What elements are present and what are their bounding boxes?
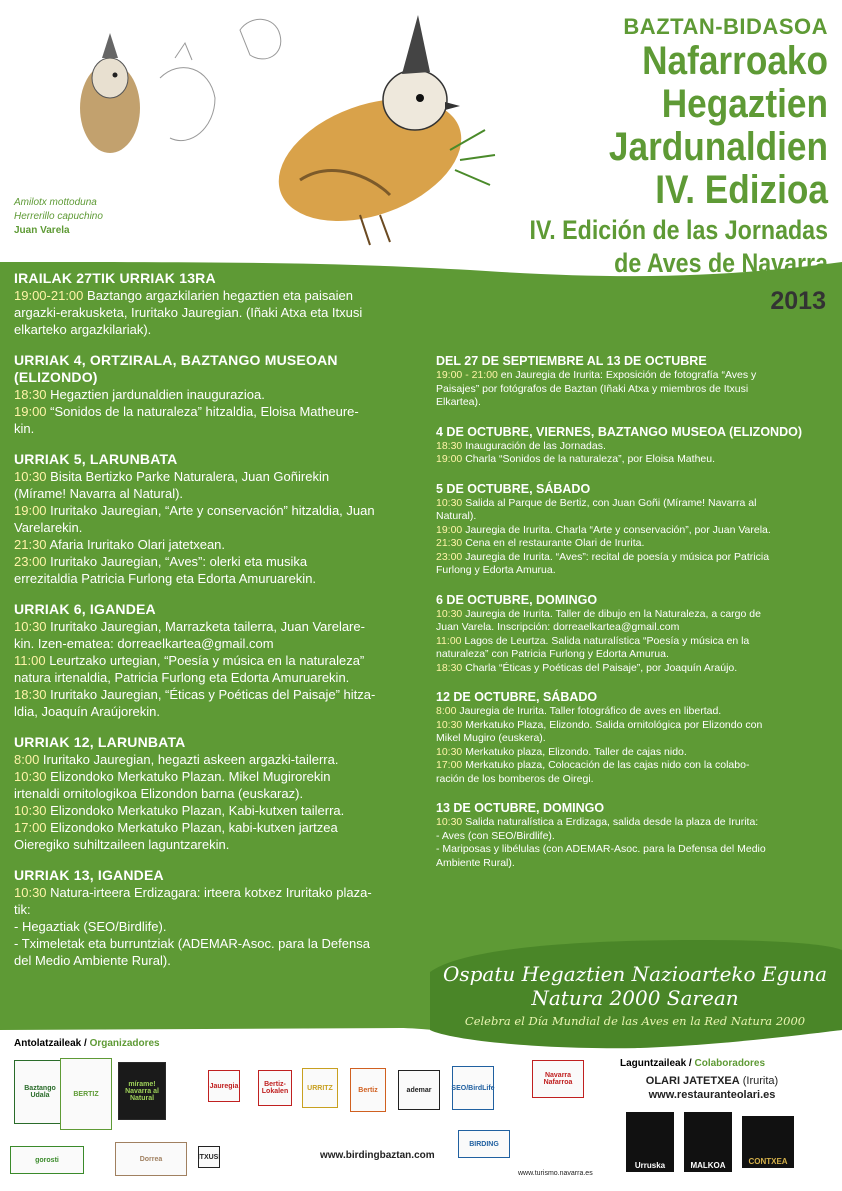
schedule-line bbox=[436, 648, 828, 662]
schedule-text: Elizondoko Merkatuko Plazan, kabi-kutxen jartzea bbox=[46, 820, 338, 835]
es-section bbox=[436, 424, 828, 467]
schedule-line bbox=[14, 304, 409, 321]
schedule-line bbox=[14, 918, 409, 935]
schedule-text: Iruritako Jauregian, “Aves”: olerki eta musika bbox=[46, 554, 308, 569]
organizer-logo: BIRDING bbox=[458, 1130, 510, 1158]
organizer-logo: URRITZ bbox=[302, 1068, 338, 1108]
schedule-line bbox=[436, 440, 828, 454]
schedule-text: Iruritako Jauregian, Marrazketa tailerra, Juan Varelare- bbox=[46, 619, 365, 634]
es-section-title: 5 DE OCTUBRE, SÁBADO bbox=[436, 481, 591, 496]
schedule-text: Bisita Bertizko Parke Naturalera, Juan Goñirekin bbox=[46, 469, 330, 484]
schedule-text: - Tximeletak eta burruntziak (ADEMAR-Asoc. para la Defensa bbox=[14, 936, 370, 951]
schedule-text: - Mariposas y libélulas (con ADEMAR-Asoc. para la Defensa del Medio bbox=[436, 843, 766, 855]
schedule-line bbox=[14, 901, 409, 918]
schedule-line bbox=[14, 468, 409, 485]
organizers-label bbox=[14, 1038, 160, 1049]
schedule-text: Iruritako Jauregian, hegazti askeen argazki-tailerra. bbox=[39, 752, 339, 767]
schedule-text: Elizondoko Merkatuko Plazan, Kabi-kutxen tailerra. bbox=[46, 803, 345, 818]
motto-eu-line-2: Natura 2000 Sarean bbox=[531, 986, 739, 1010]
collaborator-logo: Urruska bbox=[626, 1112, 674, 1172]
schedule-text: kin. Izen-ematea: dorreaelkartea@gmail.com bbox=[14, 636, 274, 651]
schedule-text: Jauregia de Irurita. Taller de dibujo en la Naturaleza, a cargo de bbox=[462, 607, 761, 620]
schedule-text: Merkatuko Plaza, Elizondo. Salida ornitológica por Elizondo con bbox=[462, 718, 763, 731]
schedule-text: Cena en el restaurante Olari de Irurita. bbox=[462, 537, 645, 549]
eu-section bbox=[14, 270, 409, 338]
schedule-line bbox=[436, 719, 828, 733]
schedule-line bbox=[436, 830, 828, 844]
schedule-line bbox=[436, 773, 828, 787]
olari-place: (Irurita) bbox=[739, 1075, 779, 1087]
es-section-title: 13 DE OCTUBRE, DOMINGO bbox=[436, 801, 605, 815]
schedule-text: Oieregiko suhiltzaileen laguntzarekin. bbox=[14, 837, 230, 852]
schedule-time: 10:30 bbox=[14, 769, 47, 784]
eu-section bbox=[14, 451, 409, 587]
schedule-time: 18:30 bbox=[436, 439, 463, 452]
schedule-time: 19:00 bbox=[14, 404, 47, 419]
schedule-text: - Aves (con SEO/Birdlife). bbox=[436, 829, 555, 842]
organizer-logo: Navarra Nafarroa bbox=[532, 1060, 584, 1098]
schedule-time: 19:00-21:00 bbox=[14, 288, 84, 303]
title-line-2: Hegaztien bbox=[661, 82, 828, 126]
es-section-title: DEL 27 DE SEPTIEMBRE AL 13 DE OCTUBRE bbox=[436, 354, 707, 368]
schedule-time: 21:30 bbox=[14, 537, 47, 552]
schedule-text: Charla “Sonidos de la naturaleza”, por Eloisa Matheu. bbox=[462, 453, 716, 465]
schedule-time: 21:30 bbox=[436, 537, 463, 549]
schedule-line bbox=[14, 884, 409, 901]
title-line-1: Nafarroako bbox=[642, 39, 828, 83]
schedule-line bbox=[14, 519, 409, 536]
schedule-text: Baztango argazkilarien hegaztien eta paisaien bbox=[83, 288, 353, 303]
schedule-line bbox=[436, 551, 828, 565]
schedule-line bbox=[436, 537, 828, 551]
schedule-line bbox=[14, 287, 409, 304]
schedule-text: natura irtenaldia, Patricia Furlong eta Edorta Amuruarekin. bbox=[14, 670, 350, 685]
schedule-line bbox=[14, 403, 409, 420]
schedule-text: Jauregia de Irurita. Taller fotográfico de aves en libertad. bbox=[456, 705, 722, 717]
schedule-line bbox=[436, 843, 828, 857]
es-section bbox=[436, 689, 828, 786]
schedule-time: 18:30 bbox=[14, 387, 47, 402]
schedule-line bbox=[436, 635, 828, 649]
schedule-line bbox=[14, 553, 409, 570]
schedule-text: elkarteko argazkilariak). bbox=[14, 322, 152, 337]
caption-author: Juan Varela bbox=[14, 225, 70, 236]
schedule-time: 10:30 bbox=[14, 619, 47, 634]
es-section bbox=[436, 353, 828, 410]
es-section bbox=[436, 481, 828, 578]
collaborator-logo: MALKOA bbox=[684, 1112, 732, 1172]
schedule-text: argazki-erakusketa, Iruritako Jauregian. (Iñaki Atxa eta Itxusi bbox=[14, 305, 363, 320]
schedule-text: “Sonidos de la naturaleza” hitzaldia, Eloisa Matheure- bbox=[46, 404, 359, 419]
schedule-text: del Medio Ambiente Rural). bbox=[14, 953, 171, 968]
schedule-line bbox=[436, 621, 828, 635]
schedule-line bbox=[436, 662, 828, 676]
schedule-line bbox=[14, 570, 409, 587]
schedule-text: Varelarekin. bbox=[14, 520, 83, 535]
schedule-time: 19:00 bbox=[436, 453, 463, 465]
birding-url[interactable]: www.birdingbaztan.com bbox=[320, 1150, 435, 1161]
schedule-text: (Mírame! Navarra al Natural). bbox=[14, 486, 184, 501]
year: 2013 bbox=[770, 287, 826, 315]
motto bbox=[440, 962, 830, 1028]
eu-section bbox=[14, 601, 409, 720]
schedule-line bbox=[14, 802, 409, 819]
organizer-logo: Bertiz bbox=[350, 1068, 386, 1112]
es-section-title: 4 DE OCTUBRE, VIERNES, BAZTANGO MUSEOA (ELIZONDO) bbox=[436, 424, 802, 439]
schedule-line bbox=[14, 635, 409, 652]
es-section bbox=[436, 592, 828, 676]
eu-section-title: URRIAK 5, LARUNBATA bbox=[14, 451, 178, 467]
organizer-logo: Dorrea bbox=[115, 1142, 187, 1176]
olari-url[interactable]: www.restauranteolari.es bbox=[648, 1089, 776, 1101]
organizers-label-sep: / bbox=[81, 1038, 90, 1049]
schedule-text: Iruritako Jauregian, “Éticas y Poéticas del Paisaje” hitza- bbox=[46, 687, 376, 702]
collaborator-logo: CONTXEA bbox=[742, 1116, 794, 1168]
organizers-label-es: Organizadores bbox=[89, 1038, 160, 1049]
program-eu bbox=[14, 270, 409, 983]
organizers-label-eu: Antolatzaileak bbox=[14, 1038, 82, 1049]
schedule-text: Jauregia de Irurita. “Aves”: recital de poesía y música por Patricia bbox=[462, 550, 770, 563]
organizer-logo: mírame! Navarra al Natural bbox=[118, 1062, 166, 1120]
program-es bbox=[436, 353, 828, 884]
schedule-line bbox=[14, 935, 409, 952]
eu-section-title: URRIAK 12, LARUNBATA bbox=[14, 734, 186, 750]
schedule-text: irtenaldi ornitologikoa Elizondon barna (euskaraz). bbox=[14, 786, 304, 801]
schedule-line bbox=[436, 608, 828, 622]
schedule-line bbox=[436, 510, 828, 524]
schedule-text: Hegaztien jardunaldien inaugurazioa. bbox=[46, 387, 265, 402]
subtitle-line-2: de Aves de Navarra bbox=[614, 248, 828, 278]
eu-section-title: URRIAK 6, IGANDEA bbox=[14, 601, 156, 617]
schedule-line bbox=[436, 497, 828, 511]
region-title: BAZTAN-BIDASOA bbox=[623, 14, 828, 39]
schedule-time: 19:00 - 21:00 bbox=[436, 369, 498, 381]
schedule-time: 17:00 bbox=[14, 820, 47, 835]
olari-name: OLARI JATETXEA bbox=[645, 1075, 740, 1087]
schedule-line bbox=[14, 686, 409, 703]
schedule-line bbox=[436, 816, 828, 830]
collaborators-label-eu: Laguntzaileak bbox=[620, 1058, 687, 1069]
subtitle-line-1: IV. Edición de las Jornadas bbox=[529, 215, 828, 245]
schedule-line bbox=[14, 819, 409, 836]
schedule-text: Afaria Iruritako Olari jatetxean. bbox=[46, 537, 226, 552]
schedule-line bbox=[14, 751, 409, 768]
schedule-text: naturaleza” con Patricia Furlong y Edorta Amurua. bbox=[436, 648, 669, 660]
eu-section-title: IRAILAK 27TIK URRIAK 13RA bbox=[14, 270, 216, 286]
collaborators-label bbox=[620, 1058, 765, 1069]
schedule-time: 23:00 bbox=[436, 550, 463, 563]
schedule-line bbox=[14, 502, 409, 519]
title-line-4: IV. Edizioa bbox=[655, 168, 828, 212]
schedule-line bbox=[436, 732, 828, 746]
title-line-3: Jardunaldien bbox=[608, 125, 828, 169]
eu-section bbox=[14, 734, 409, 853]
schedule-line bbox=[14, 952, 409, 969]
es-section bbox=[436, 800, 828, 870]
schedule-line bbox=[14, 386, 409, 403]
schedule-text: Elkartea). bbox=[436, 396, 481, 408]
navarra-url[interactable]: www.turismo.navarra.es bbox=[518, 1170, 593, 1177]
schedule-time: 10:30 bbox=[436, 816, 463, 828]
collaborators-label-sep: / bbox=[686, 1058, 695, 1069]
organizer-logo: SEO/BirdLife bbox=[452, 1066, 494, 1110]
eu-section-title: URRIAK 4, ORTZIRALA, BAZTANGO MUSEOAN (ELIZONDO) bbox=[14, 352, 338, 385]
schedule-time: 10:30 bbox=[14, 469, 47, 484]
schedule-time: 19:00 bbox=[14, 503, 47, 518]
schedule-line bbox=[14, 652, 409, 669]
schedule-text: Jauregia de Irurita. Charla “Arte y conservación”, por Juan Varela. bbox=[462, 523, 771, 536]
caption-name-eu: Amilotx mottoduna bbox=[14, 197, 97, 208]
schedule-time: 10:30 bbox=[436, 496, 463, 509]
schedule-time: 11:00 bbox=[436, 634, 462, 647]
schedule-text: Salida al Parque de Bertiz, con Juan Goñi (Mírame! Navarra al bbox=[462, 496, 757, 509]
schedule-text: Lagos de Leurtza. Salida naturalística “Poesía y música en la bbox=[461, 634, 750, 647]
schedule-text: - Hegaztiak (SEO/Birdlife). bbox=[14, 919, 167, 934]
eu-section bbox=[14, 352, 409, 437]
schedule-line bbox=[436, 564, 828, 578]
schedule-line bbox=[436, 396, 828, 410]
schedule-line bbox=[14, 768, 409, 785]
schedule-line bbox=[436, 746, 828, 760]
schedule-time: 19:00 bbox=[436, 523, 463, 536]
schedule-text: kin. bbox=[14, 421, 35, 436]
schedule-text: Elizondoko Merkatuko Plazan. Mikel Mugirorekin bbox=[46, 769, 331, 784]
schedule-line bbox=[14, 785, 409, 802]
eu-section bbox=[14, 867, 409, 969]
schedule-text: en Jauregia de Irurita: Exposición de fotografía “Aves y bbox=[497, 369, 757, 381]
illustration-caption bbox=[14, 196, 103, 238]
olari-block bbox=[612, 1074, 812, 1102]
schedule-line bbox=[14, 321, 409, 338]
schedule-text: Inauguración de las Jornadas. bbox=[462, 439, 606, 452]
schedule-text: Natura-irteera Erdizagara: irteera kotxez Iruritako plaza- bbox=[46, 885, 372, 900]
schedule-text: Mikel Mugiro (euskera). bbox=[436, 732, 546, 744]
poster-header bbox=[388, 14, 828, 278]
schedule-line bbox=[436, 383, 828, 397]
schedule-line bbox=[14, 485, 409, 502]
organizer-logo: BERTIZ bbox=[60, 1058, 112, 1130]
organizer-logo: ITXUSI bbox=[198, 1146, 220, 1168]
schedule-text: errezitaldia Patricia Furlong eta Edorta Amuruarekin. bbox=[14, 571, 317, 586]
schedule-text: Charla “Éticas y Poéticas del Paisaje”, por Joaquín Araújo. bbox=[462, 661, 738, 674]
collaborators-label-es: Colaboradores bbox=[694, 1058, 766, 1069]
bird-sketch-left bbox=[40, 18, 240, 188]
schedule-line bbox=[436, 453, 828, 467]
schedule-line bbox=[436, 705, 828, 719]
schedule-text: tik: bbox=[14, 902, 31, 917]
schedule-text: Merkatuko plaza, Elizondo. Taller de cajas nido. bbox=[462, 745, 687, 758]
schedule-time: 23:00 bbox=[14, 554, 47, 569]
schedule-time: 10:30 bbox=[436, 745, 463, 758]
es-section-title: 12 DE OCTUBRE, SÁBADO bbox=[436, 690, 598, 704]
schedule-text: Ambiente Rural). bbox=[436, 856, 515, 869]
motto-es-line: Celebra el Día Mundial de las Aves en la Red Natura 2000 bbox=[464, 1014, 806, 1028]
schedule-line bbox=[436, 857, 828, 871]
schedule-line bbox=[14, 420, 409, 437]
schedule-line bbox=[436, 759, 828, 773]
organizer-logo: ademar bbox=[398, 1070, 440, 1110]
schedule-time: 18:30 bbox=[14, 687, 47, 702]
schedule-time: 10:30 bbox=[436, 607, 463, 620]
schedule-time: 8:00 bbox=[436, 705, 457, 717]
schedule-text: Paisajes” por fotógrafos de Baztan (Iñaki Atxa y miembros de Itxusi bbox=[436, 382, 749, 395]
motto-eu-line-1: Ospatu Hegaztien Nazioarteko Eguna bbox=[442, 962, 828, 986]
schedule-time: 10:30 bbox=[14, 885, 47, 900]
schedule-text: Furlong y Edorta Amurua. bbox=[436, 564, 556, 576]
schedule-line bbox=[14, 669, 409, 686]
schedule-text: ldia, Joaquín Araújorekin. bbox=[14, 704, 160, 719]
schedule-text: Leurtzako urtegian, “Poesía y música en la naturaleza” bbox=[45, 653, 365, 668]
schedule-time: 10:30 bbox=[14, 803, 47, 818]
schedule-text: Salida naturalística a Erdizaga, salida desde la plaza de Irurita: bbox=[462, 816, 759, 828]
schedule-time: 18:30 bbox=[436, 661, 463, 674]
schedule-line bbox=[436, 369, 828, 383]
schedule-time: 10:30 bbox=[436, 718, 463, 731]
schedule-line bbox=[14, 836, 409, 853]
es-section-title: 6 DE OCTUBRE, DOMINGO bbox=[436, 592, 598, 607]
schedule-text: Iruritako Jauregian, “Arte y conservación” hitzaldia, Juan bbox=[46, 503, 375, 518]
schedule-line bbox=[14, 618, 409, 635]
schedule-text: ración de los bomberos de Oiregi. bbox=[436, 772, 594, 785]
schedule-text: Natural). bbox=[436, 510, 477, 522]
organizer-logo: Baztango Udala bbox=[14, 1060, 66, 1124]
organizer-logo: Jauregia bbox=[208, 1070, 240, 1102]
schedule-time: 17:00 bbox=[436, 759, 463, 771]
schedule-text: Merkatuko plaza, Colocación de las cajas nido con la colabo- bbox=[462, 759, 750, 771]
schedule-line bbox=[14, 703, 409, 720]
eu-section-title: URRIAK 13, IGANDEA bbox=[14, 867, 164, 883]
caption-name-es: Herrerillo capuchino bbox=[14, 211, 103, 222]
organizer-logo: gorosti bbox=[10, 1146, 84, 1174]
schedule-text: Juan Varela. Inscripción: dorreaelkartea@gmail.com bbox=[436, 621, 680, 633]
schedule-line bbox=[436, 524, 828, 538]
schedule-time: 11:00 bbox=[14, 653, 46, 668]
schedule-line bbox=[14, 536, 409, 553]
schedule-time: 8:00 bbox=[14, 752, 40, 767]
organizer-logo: Bertiz-Lokalen bbox=[258, 1070, 292, 1106]
